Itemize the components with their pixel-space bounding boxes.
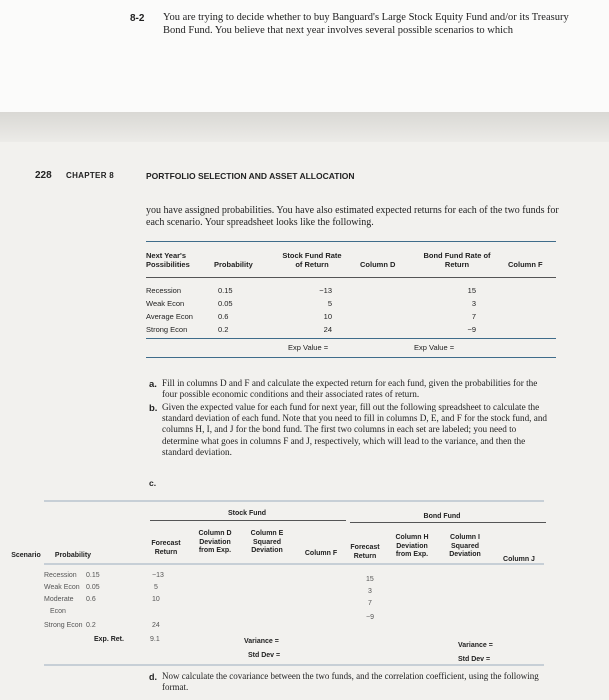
header-column-e: Column E Squared Deviation	[250, 530, 284, 554]
question-a-text: Fill in columns D and F and calculate the expected return for each fund, given the probabilities for the four possible economic conditions and their associated rates of return.	[162, 378, 538, 400]
question-b-label: b.	[149, 403, 158, 414]
bond-variance-label: Variance =	[458, 642, 493, 649]
rows-bottom-rule	[146, 338, 556, 339]
header-rule	[146, 277, 556, 278]
variance-label: Variance =	[244, 638, 279, 645]
header-possibilities: Next Year's Possibilities	[146, 251, 190, 269]
header-probability: Probability	[54, 552, 92, 559]
group-stock-fund: Stock Fund	[227, 510, 267, 517]
page-title: PORTFOLIO SELECTION AND ASSET ALLOCATION	[146, 171, 355, 181]
header-bond-return: Bond Fund Rate of Return	[423, 251, 491, 269]
header-column-i: Column I Squared Deviation	[449, 534, 481, 558]
page-gap	[0, 112, 609, 142]
header-column-f: Column F	[508, 260, 543, 269]
table-top-rule	[146, 241, 556, 242]
question-d-text: Now calculate the covariance between the two funds, and the correlation coefficient, using the following format.	[162, 671, 539, 692]
exp-ret-label: Exp. Ret.	[94, 636, 124, 643]
stock-exp-value-label: Exp Value =	[288, 343, 329, 352]
header-bond-forecast: Forecast Return	[350, 544, 380, 560]
chapter-label: CHAPTER 8	[66, 171, 115, 180]
question-b-text: Given the expected value for each fund for next year, fill out the following spreadsheet to calculate the standard deviation of each fund. Note that you need to fill in columns D, E, and F for the stock fund, and columns H, I, and J for the bond fund. The first two columns in each set are labeled; you need to determine what goes in columns F and J, respectively, which will lead to the variance, and then the standard deviation.	[162, 402, 548, 457]
intro-paragraph: you have assigned probabilities. You have also estimated expected returns for each of the two funds for each scenario. Your spreadsheet looks like the following.	[146, 205, 559, 228]
std-dev-label: Std Dev =	[248, 652, 281, 659]
previous-page-fragment	[0, 0, 609, 112]
header-column-f: Column F	[304, 550, 338, 557]
page-number: 228	[35, 170, 52, 181]
question-d-label: d.	[149, 672, 157, 682]
header-column-d: Column D	[360, 260, 396, 269]
problem-number: 8-2	[130, 13, 145, 24]
header-probability: Probability	[214, 260, 253, 269]
bond-std-dev-label: Std Dev =	[458, 656, 491, 663]
question-c-label: c.	[149, 478, 157, 488]
header-stock-return: Stock Fund Rate of Return	[282, 251, 342, 269]
header-column-j: Column J	[503, 556, 535, 563]
bond-exp-value-label: Exp Value =	[414, 343, 455, 352]
table-bottom-rule	[146, 357, 556, 358]
group-bond-fund: Bond Fund	[423, 513, 461, 520]
question-a-label: a.	[149, 379, 157, 390]
header-scenario: Scenario	[11, 552, 41, 559]
problem-text: You are trying to decide whether to buy Banguard's Large Stock Equity Fund and/or its Treasury Bond Fund. You believe that next year involves several possible scenarios to which	[163, 12, 569, 36]
header-forecast-return: Forecast Return	[151, 540, 181, 556]
exp-ret-value: 9.1	[150, 636, 160, 643]
header-column-d: Column D Deviation from Exp.	[198, 530, 232, 554]
header-column-h: Column H Deviation from Exp.	[395, 534, 429, 558]
